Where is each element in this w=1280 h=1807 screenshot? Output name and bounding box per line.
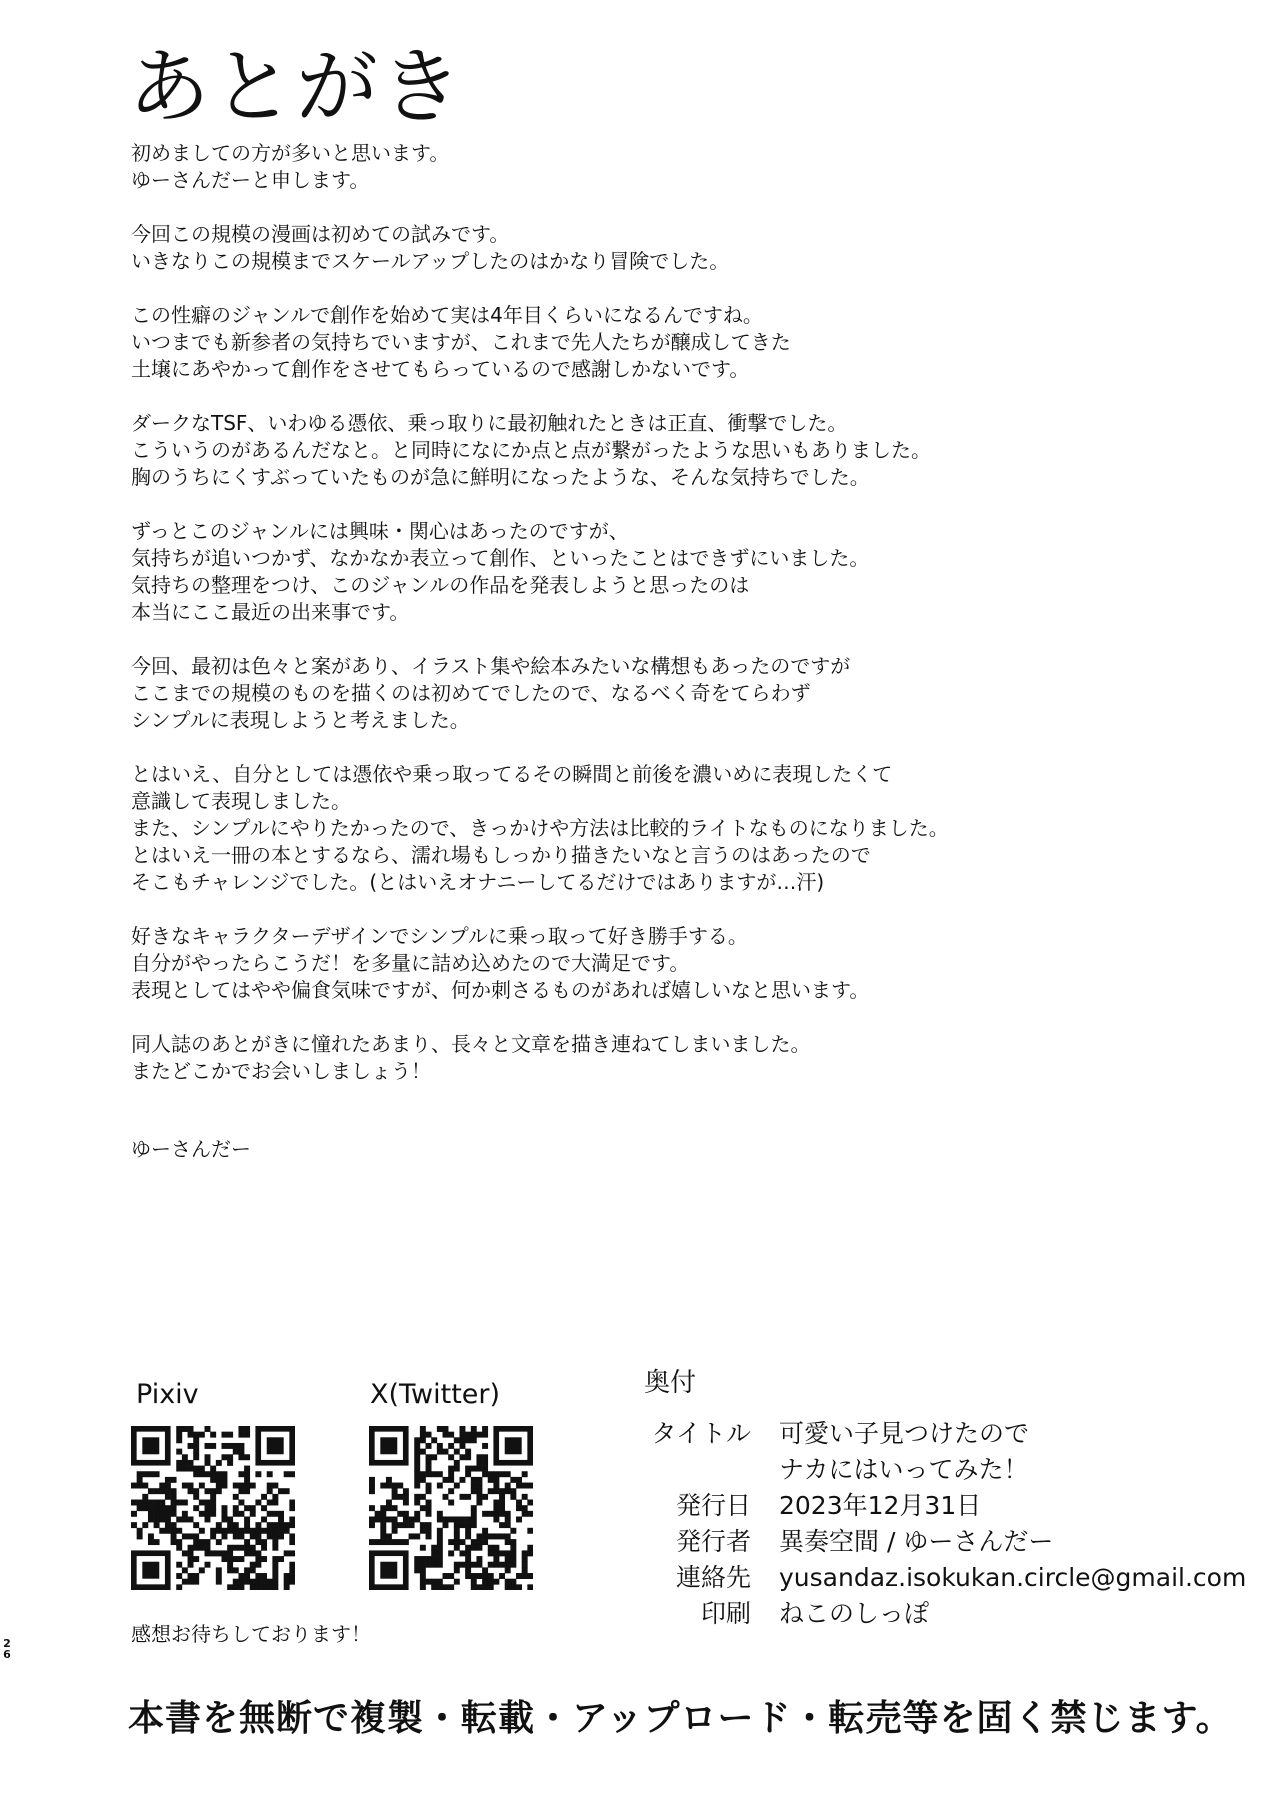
text-line: 気持ちが追いつかず、なかなか表立って創作、といったことはできずにいました。 xyxy=(131,546,870,570)
colophon-table xyxy=(636,1416,1246,1632)
feedback-note: 感想お待ちしております！ xyxy=(131,1622,371,1646)
text-line: シンプルに表現しようと考えました。 xyxy=(131,708,470,732)
text-line: 今回この規模の漫画は初めての試みです。 xyxy=(131,222,510,246)
colophon-key: 連絡先 xyxy=(675,1563,751,1592)
colophon-row-title xyxy=(636,1416,1246,1488)
text-line: 表現としてはやや偏食気味ですが、何か刺さるものがあれば嬉しいなと思います。 xyxy=(131,978,870,1002)
page-number-digit: 6 xyxy=(3,1648,11,1661)
copyright-notice: 本書を無断で複製・転載・アップロード・転売等を固く禁じます。 xyxy=(128,1698,1233,1739)
title-line: 可愛い子見つけたので xyxy=(779,1419,1030,1448)
x-twitter-qr-code[interactable] xyxy=(369,1426,533,1590)
text-line: 気持ちの整理をつけ、このジャンルの作品を発表しようと思ったのは xyxy=(131,573,750,597)
qr-code-icon xyxy=(369,1426,533,1590)
x-twitter-label: X(Twitter) xyxy=(370,1379,501,1410)
text-line: とはいえ一冊の本とするなら、濡れ場もしっかり描きたいなと言うのはあったので xyxy=(131,843,871,867)
colophon-key: タイトル xyxy=(651,1419,751,1448)
page-number-digit: 2 xyxy=(3,1637,11,1650)
page-number xyxy=(2,1638,12,1660)
colophon-key: 発行日 xyxy=(675,1491,751,1520)
pixiv-label: Pixiv xyxy=(136,1379,199,1410)
contact-email[interactable]: yusandaz.isokukan.circle@gmail.com xyxy=(779,1563,1247,1592)
text-line: この性癖のジャンルで創作を始めて実は4年目くらいになるんですね。 xyxy=(131,303,763,327)
text-line: 今回、最初は色々と案があり、イラスト集や絵本みたいな構想もあったのですが xyxy=(131,654,851,678)
printer-line: ねこのしっぽ xyxy=(779,1599,930,1628)
page-title: あとがき xyxy=(128,40,465,135)
colophon-value xyxy=(779,1560,1246,1596)
colophon-value xyxy=(779,1416,1029,1488)
colophon-value xyxy=(779,1488,981,1524)
text-line: こういうのがあるんだなと。と同時になにか点と点が繋がったような思いもありました。 xyxy=(131,438,931,462)
date-line: 2023年12月31日 xyxy=(779,1491,982,1520)
text-line: ずっとこのジャンルには興味・関心はあったのですが、 xyxy=(131,519,629,543)
text-line: ここまでの規模のものを描くのは初めてでしたので、なるべく奇をてらわず xyxy=(131,681,811,705)
publisher-line: 異奏空間 / ゆーさんだー xyxy=(779,1527,1054,1556)
text-line: 同人誌のあとがきに憧れたあまり、長々と文章を描き連ねてしまいました。 xyxy=(131,1032,811,1056)
text-line: そこもチャレンジでした。(とはいえオナニーしてるだけではありますが…汗) xyxy=(131,870,825,894)
text-line: 土壌にあやかって創作をさせてもらっているので感謝しかないです。 xyxy=(131,357,750,381)
text-line: 初めましての方が多いと思います。 xyxy=(131,141,450,165)
paragraph xyxy=(131,923,1191,1004)
text-line: ダークなTSF、いわゆる憑依、乗っ取りに最初触れたときは正直、衝撃でした。 xyxy=(131,411,848,435)
text-line: 好きなキャラクターデザインでシンプルに乗っ取って好き勝手する。 xyxy=(131,924,748,948)
pixiv-qr-code[interactable] xyxy=(131,1426,295,1590)
text-line: いきなりこの規模までスケールアップしたのはかなり冒険でした。 xyxy=(131,249,730,273)
paragraph xyxy=(131,518,1191,626)
text-line: 意識して表現しました。 xyxy=(131,789,351,813)
paragraph xyxy=(131,653,1191,734)
colophon-row-publisher xyxy=(636,1524,1246,1560)
colophon-row-date xyxy=(636,1488,1246,1524)
paragraph xyxy=(131,140,1191,194)
text-line: とはいえ、自分としては憑依や乗っ取ってるその瞬間と前後を濃いめに表現したくて xyxy=(131,762,893,786)
colophon-row-printer xyxy=(636,1596,1246,1632)
qr-code-icon xyxy=(131,1426,295,1590)
colophon-heading: 奥付 xyxy=(644,1368,697,1398)
text-line: ゆーさんだーと申します。 xyxy=(131,168,370,192)
text-line: またどこかでお会いしましょう！ xyxy=(131,1059,431,1083)
colophon-value xyxy=(779,1524,1053,1560)
paragraph xyxy=(131,302,1191,383)
text-line: 本当にここ最近の出来事です。 xyxy=(131,600,410,624)
afterword-body xyxy=(131,140,1191,1112)
page-number-text xyxy=(2,1638,12,1660)
text-line: 自分がやったらこうだ！を多量に詰め込めたので大満足です。 xyxy=(131,951,690,975)
colophon-key: 発行者 xyxy=(675,1527,751,1556)
paragraph xyxy=(131,410,1191,491)
text-line: いつまでも新参者の気持ちでいますが、これまで先人たちが醸成してきた xyxy=(131,330,791,354)
paragraph xyxy=(131,761,1191,896)
colophon-value xyxy=(779,1596,929,1632)
author-signature: ゆーさんだー xyxy=(131,1137,251,1161)
text-line: また、シンプルにやりたかったので、きっかけや方法は比較的ライトなものになりました。 xyxy=(131,816,949,840)
title-line: ナカにはいってみた！ xyxy=(779,1455,1029,1484)
colophon-row-contact xyxy=(636,1560,1246,1596)
paragraph xyxy=(131,1031,1191,1085)
paragraph xyxy=(131,221,1191,275)
text-line: 胸のうちにくすぶっていたものが急に鮮明になったような、そんな気持ちでした。 xyxy=(131,465,870,489)
colophon-key: 印刷 xyxy=(700,1599,751,1628)
